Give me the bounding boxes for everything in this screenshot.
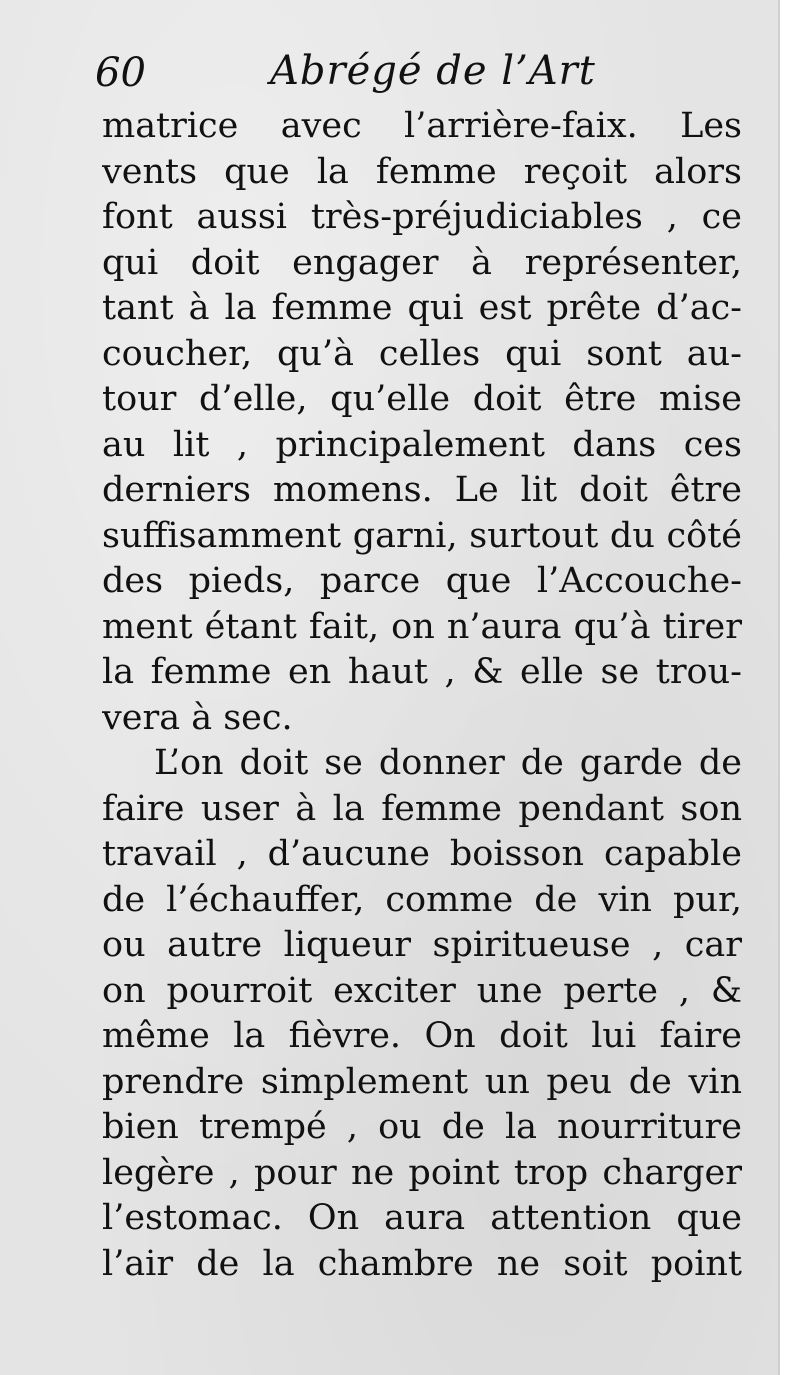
text-line: qui doit engager à représenter, [102,242,742,283]
text-line: faire user à la femme pendant son [102,788,742,829]
text-line: même la fièvre. On doit lui faire [102,1016,742,1056]
running-head [95,44,755,104]
text-line: legère , pour ne point trop charger [102,1152,742,1193]
text-line: de l’échauffer, comme de vin pur, [102,879,742,920]
text-line: suffisamment garni, surtout du côté [102,515,742,556]
text-line: bien trempé , ou de la nourriture [102,1107,742,1147]
text-line: tour d’elle, qu’elle doit être mise [102,379,742,419]
text-line: font aussi très-préjudiciables , ce [102,197,742,237]
text-line: la femme en haut , & elle se trou- [102,652,742,692]
text-line: derniers momens. Le lit doit être [102,470,742,510]
text-line: vents que la femme reçoit alors [102,151,742,192]
text-line: l’air de la chambre ne soit point [102,1243,742,1284]
text-line: matrice avec l’arrière-faix. Les [102,106,742,146]
text-line: des pieds, parce que l’Accouche- [102,561,742,601]
text-line: travail , d’aucune boisson capable [102,834,742,874]
running-title: Abrégé de l’Art [270,48,596,94]
text-line: prendre simplement un peu de vin [102,1061,742,1102]
paragraph-end-line: vera à sec. [102,697,293,738]
paragraph-start-line: L’on doit se donner de garde de [154,743,742,783]
text-line: on pourroit exciter une perte , & [102,970,742,1011]
text-line: ment étant fait, on n’aura qu’à tirer [102,606,742,647]
page-number: 60 [95,50,146,96]
text-line: l’estomac. On aura attention que [102,1198,742,1238]
text-line: ou autre liqueur spiritueuse , car [102,925,742,965]
body-text [102,104,742,1287]
text-line: coucher, qu’à celles qui sont au- [102,333,742,374]
text-line: au lit , principalement dans ces [102,424,742,465]
text-line: tant à la femme qui est prête d’ac- [102,288,742,328]
